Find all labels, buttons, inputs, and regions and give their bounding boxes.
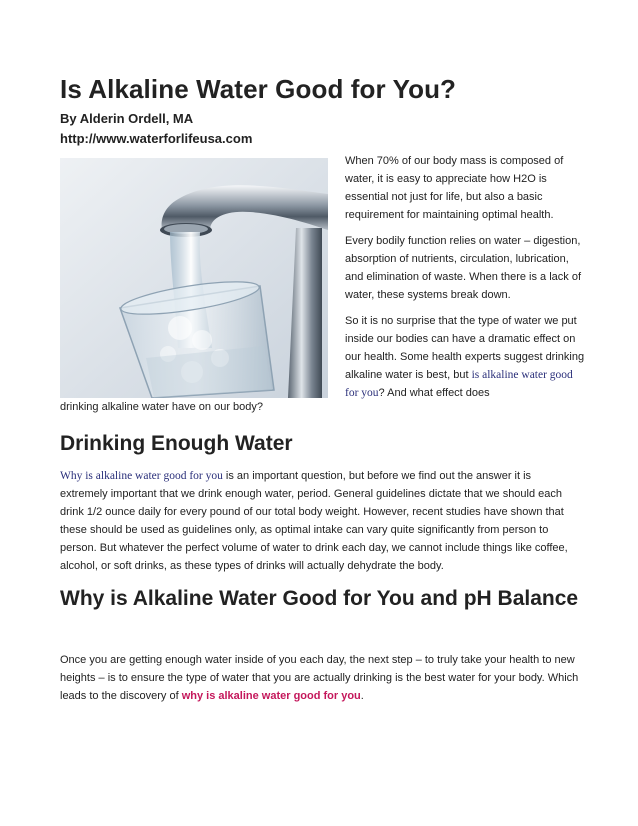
section1-alkaline-link[interactable]: Why is alkaline water good for you: [60, 470, 223, 482]
source-url[interactable]: http://www.waterforlifeusa.com: [60, 131, 253, 146]
section2-alkaline-link[interactable]: why is alkaline water good for you: [181, 690, 361, 702]
section1-paragraph: [60, 467, 580, 575]
intro-paragraph-3: [345, 312, 585, 402]
section-heading-drinking-enough-water: Drinking Enough Water: [60, 432, 293, 455]
faucet-illustration: [60, 158, 328, 398]
intro-column: [345, 152, 585, 410]
section2-end: .: [360, 690, 364, 702]
author-byline: By Alderin Ordell, MA: [60, 111, 194, 126]
section1-text: is an important question, but before we find out the answer it is extremely important that we drink enough water, period. General guidelines dictate that we should each drink 1/2 ounce daily for every pound of our total body weight. However, recent studies have shown that these should be used as guidelines only, as optimal intake can vary quite significantly from person to person. But whatever the perfect volume of water to drink each day, we cannot include things like coffee, alcohol, or soft drinks, as these types of drinks will actually dehydrate the body.: [60, 470, 568, 572]
section-heading-ph-balance: Why is Alkaline Water Good for You and pH Balance: [60, 587, 579, 610]
article-title: Is Alkaline Water Good for You?: [60, 74, 457, 104]
intro-alkaline-link[interactable]: is alkaline water good for you: [345, 369, 573, 399]
intro-paragraph-2: Every bodily function relies on water – digestion, absorption of nutrients, circulation, lubrication, and elimination of waste. When there is a lack of water, these systems break down.: [345, 235, 582, 301]
intro-paragraph-3-tail: drinking alkaline water have on our body?: [60, 401, 264, 413]
intro-paragraph-1: When 70% of our body mass is composed of water, it is easy to appreciate how H2O is essential not just for life, but also a basic requirement for maintaining optimal health.: [345, 155, 564, 221]
intro-paragraph-3-text: So it is no surprise that the type of water we put inside our bodies can have a dramatic effect on our health. Some health experts suggest drinking alkaline water is best, but: [345, 315, 585, 381]
section2-paragraph: [60, 651, 580, 705]
intro-paragraph-3-after: ? And what effect does: [378, 387, 490, 399]
water-faucet-glass-photo: [60, 158, 328, 398]
section2-text: Once you are getting enough water inside of you each day, the next step – to truly take your health to new heights – is to ensure the type of water that you are actually drinking is the best water for your body. Which leads to the discovery of: [60, 654, 579, 702]
